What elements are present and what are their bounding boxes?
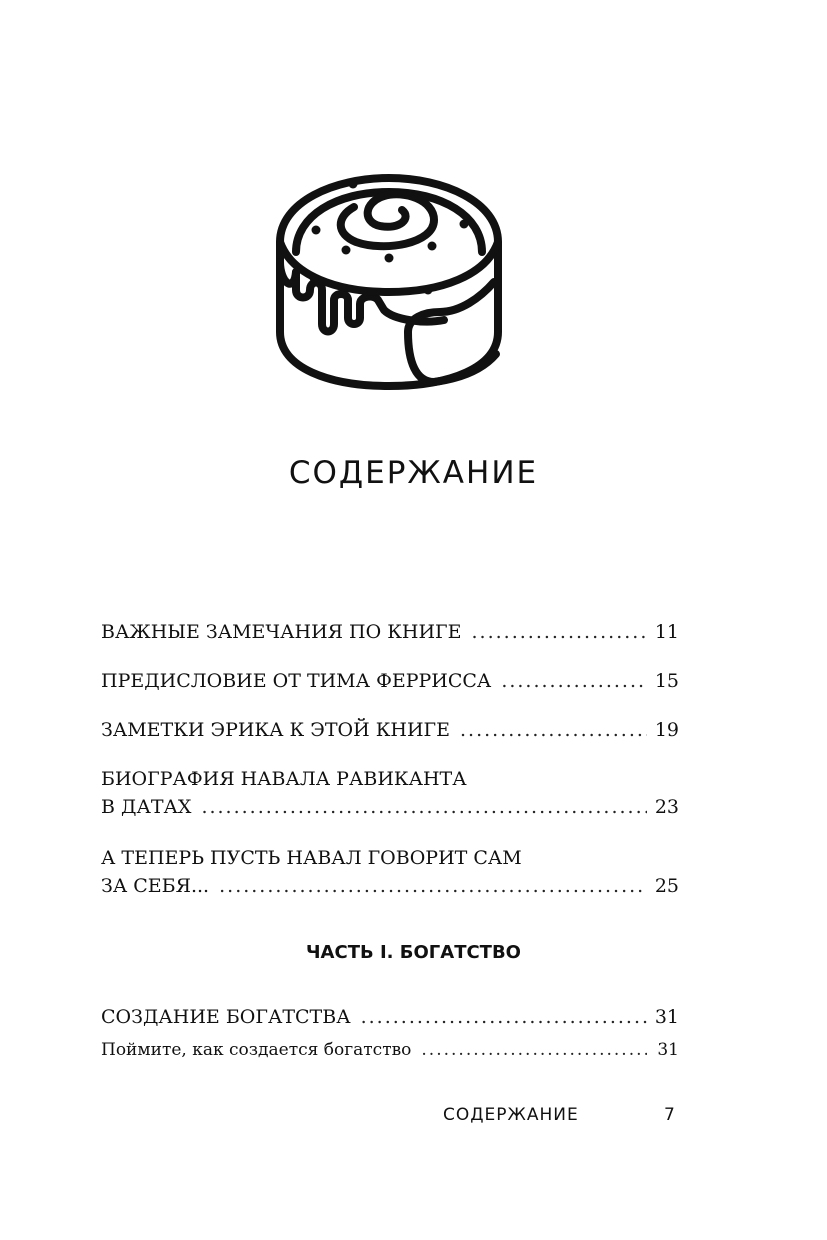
toc-list (101, 618, 679, 900)
toc-leader-dots (501, 667, 647, 695)
toc-entry-title: ЗА СЕБЯ... (101, 875, 210, 897)
cinnamon-roll-icon (274, 172, 504, 390)
toc-entry-title: ВАЖНЫЕ ЗАМЕЧАНИЯ ПО КНИГЕ (101, 621, 462, 643)
part-heading: ЧАСТЬ I. БОГАТСТВО (306, 942, 521, 963)
toc-entry-page: 31 (657, 1040, 679, 1060)
toc-entry-title-line: БИОГРАФИЯ НАВАЛА РАВИКАНТА (101, 768, 467, 790)
toc-entry-title: ЗАМЕТКИ ЭРИКА К ЭТОЙ КНИГЕ (101, 719, 450, 741)
toc-entry-title: СОЗДАНИЕ БОГАТСТВА (101, 1006, 351, 1028)
running-footer-section: СОДЕРЖАНИЕ (443, 1105, 579, 1125)
toc-entry[interactable] (101, 716, 679, 744)
toc-entry-page: 23 (654, 796, 679, 818)
toc-entry-page: 19 (654, 719, 679, 741)
toc-leader-dots (201, 793, 646, 821)
toc-entry[interactable] (101, 765, 679, 821)
toc-subentry[interactable] (101, 1036, 679, 1064)
toc-entry-page: 11 (654, 621, 679, 643)
toc-entry-title-line: А ТЕПЕРЬ ПУСТЬ НАВАЛ ГОВОРИТ САМ (101, 847, 522, 869)
toc-leader-dots (361, 1003, 647, 1031)
toc-leader-dots (460, 716, 647, 744)
toc-entry[interactable] (101, 667, 679, 695)
page-title: СОДЕРЖАНИЕ (288, 455, 539, 491)
toc-entry-page: 31 (654, 1006, 679, 1028)
toc-leader-dots (421, 1036, 647, 1064)
toc-part-list (101, 1003, 679, 1064)
toc-entry-page: 25 (654, 875, 679, 897)
toc-entry-title: ПРЕДИСЛОВИЕ ОТ ТИМА ФЕРРИССА (101, 670, 492, 692)
page-number: 7 (664, 1105, 675, 1125)
toc-entry-page: 15 (654, 670, 679, 692)
toc-leader-dots (219, 872, 647, 900)
toc-entry-title: В ДАТАХ (101, 796, 192, 818)
toc-entry[interactable] (101, 1003, 679, 1031)
toc-subentry-title: Поймите, как создается богатство (101, 1040, 412, 1060)
toc-leader-dots (472, 618, 647, 646)
toc-entry[interactable] (101, 844, 679, 900)
toc-entry[interactable] (101, 618, 679, 646)
